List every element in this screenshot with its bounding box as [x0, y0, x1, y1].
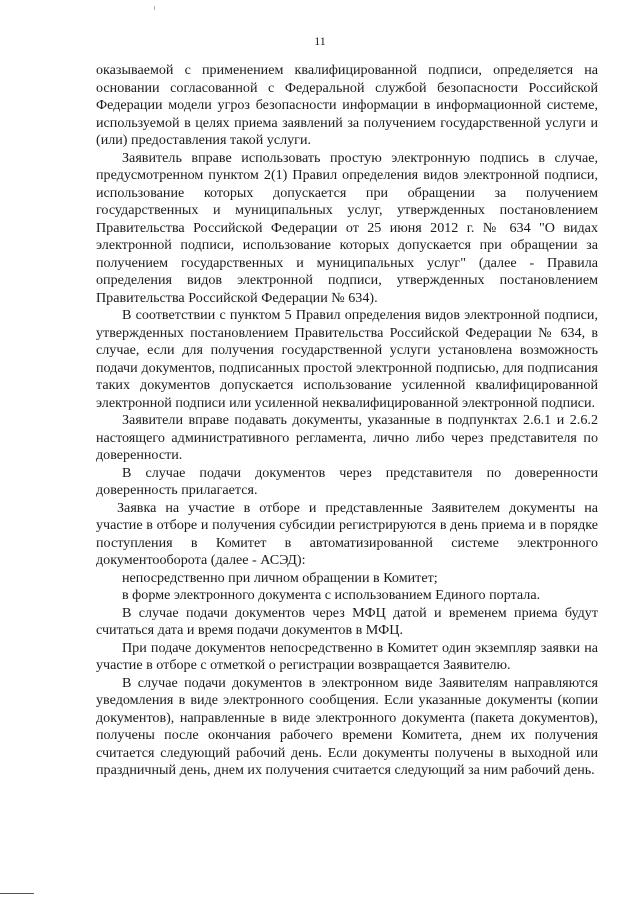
scan-mark [154, 6, 155, 10]
list-item-electronic: в форме электронного документа с использованием Единого портала. [122, 587, 541, 603]
paragraph-electronic-notice: В случае подачи документов в электронном виде Заявителям направляются уведомления в виде электронного сообщения. Если указанные документы (копии документов), направленные в виде электронного документа (пакета документов), получены после окончания рабочего времени Комитета, днем их получения считается следующий рабочий день. Если документы получены в выходной или праздничный день, днем их получения считается следующий за ним рабочий день. [96, 674, 598, 778]
paragraph-simple-signature: Заявитель вправе использовать простую электронную подпись в случае, предусмотренном пунктом 2(1) Правил определения видов электронной подписи, использование которых допускается при обращении за получением государственных и муниципальных услуг, утвержденных постановлением Правительства Российской Федерации от 25 июня 2012 г. № 634 "О видах электронной подписи, использование которых допускается при обращении за получением государственных и муниципальных услуг" (далее - Правила определения видов электронной подписи, утвержденных постановлением Правительства Российской Федерации № 634). [96, 149, 598, 306]
paragraph-mfc: В случае подачи документов через МФЦ датой и временем приема будут считаться дата и время подачи документов в МФЦ. [96, 604, 598, 638]
paragraph-applicant-rights: Заявители вправе подавать документы, указанные в подпунктах 2.6.1 и 2.6.2 настоящего административного регламента, лично либо через представителя по доверенности. [96, 412, 598, 463]
document-body [96, 62, 598, 780]
paragraph-registration: Заявка на участие в отборе и представленные Заявителем документы на участие в отборе и получения субсидии регистрируются в день приема и в порядке поступления в Комитет в автоматизированной системе электронного документооборота (далее - АСЭД): [96, 499, 598, 568]
page-number: 11 [314, 34, 326, 48]
paragraph-representative: В случае подачи документов через представителя по доверенности доверенность прилагается. [96, 464, 598, 498]
list-item-personal: непосредственно при личном обращении в Комитет; [122, 569, 438, 586]
paragraph-continuation: оказываемой с применением квалифицированной подписи, определяется на основании согласованной с Федеральной службой безопасности Российской Федерации модели угроз безопасности информации в информационной системе, используемой в целях приема заявлений за получением государственной услуги и (или) предоставления такой услуги. [96, 62, 598, 148]
scan-edge-line [0, 893, 34, 894]
paragraph-committee-copy: При подаче документов непосредственно в Комитет один экземпляр заявки на участие в отборе с отметкой о регистрации возвращается Заявителю. [96, 639, 598, 673]
paragraph-rule-5: В соответствии с пунктом 5 Правил определения видов электронной подписи, утвержденных постановлением Правительства Российской Федерации № 634, в случае, если для получения государственной услуги установлена возможность подачи документов, подписанных простой электронной подписью, для подписания таких документов допускается использование усиленной квалифицированной электронной подписи или усиленной неквалифицированной электронной подписи. [96, 307, 598, 411]
